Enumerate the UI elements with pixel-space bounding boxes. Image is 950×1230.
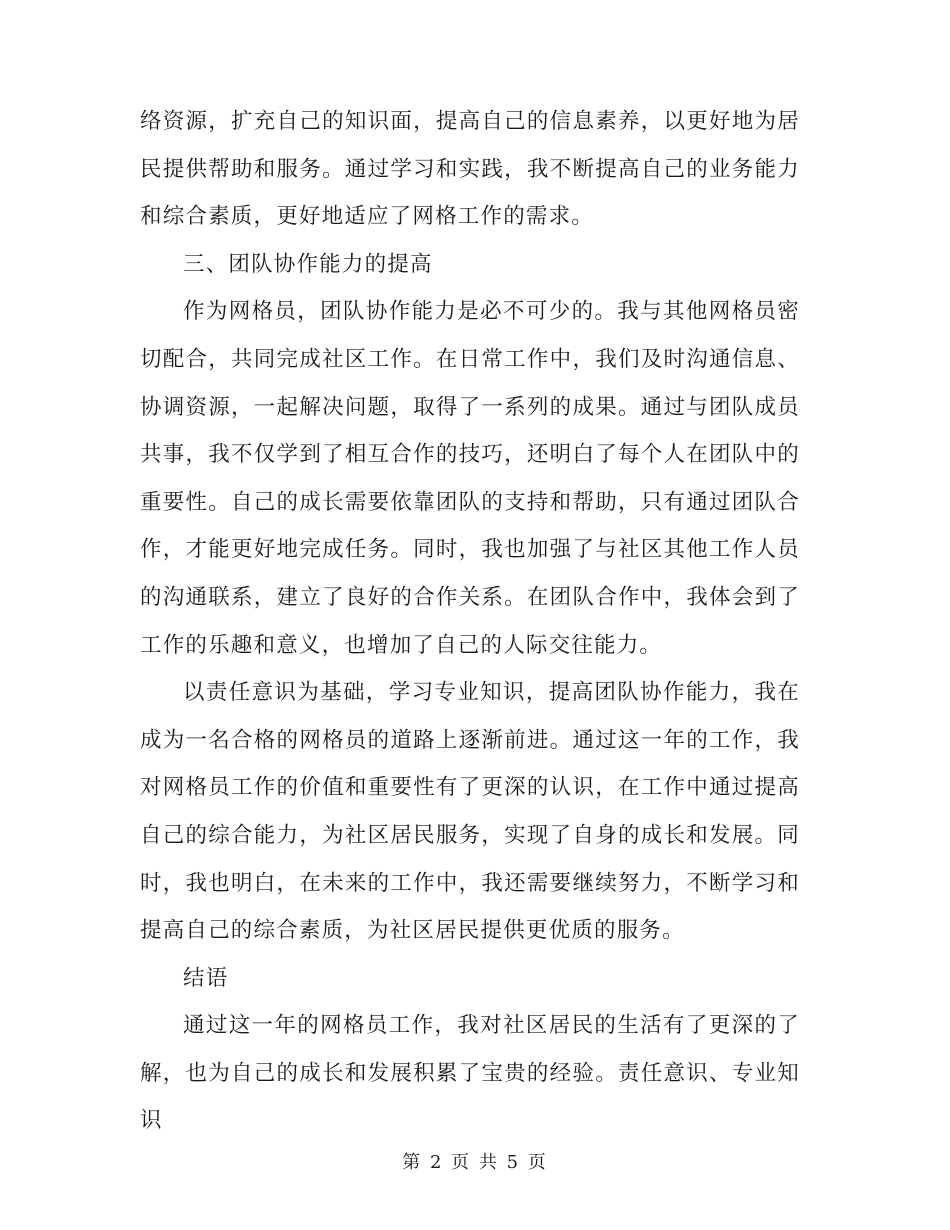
- paragraph-summary: 以责任意识为基础，学习专业知识，提高团队协作能力，我在成为一名合格的网格员的道路上逐渐前进。通过这一年的工作，我对网格员工作的价值和重要性有了更深的认识，在工作中通过提高自己的综合能力，为社区居民服务，实现了自身的成长和发展。同时，我也明白，在未来的工作中，我还需要继续努力，不断学习和提高自己的综合素质，为社区居民提供更优质的服务。: [140, 680, 800, 944]
- page-number-footer: 第 2 页 共 5 页: [402, 1152, 548, 1173]
- paragraph-continuation: 络资源，扩充自己的知识面，提高自己的信息素养，以更好地为居民提供帮助和服务。通过学习和实践，我不断提高自己的业务能力和综合素质，更好地适应了网格工作的需求。: [140, 109, 800, 230]
- section-heading-teamwork: 三、团队协作能力的提高: [183, 251, 433, 277]
- paragraph-teamwork: 作为网格员，团队协作能力是必不可少的。我与其他网格员密切配合，共同完成社区工作。在日常工作中，我们及时沟通信息、协调资源，一起解决问题，取得了一系列的成果。通过与团队成员共事，我不仅学到了相互合作的技巧，还明白了每个人在团队中的重要性。自己的成长需要依靠团队的支持和帮助，只有通过团队合作，才能更好地完成任务。同时，我也加强了与社区其他工作人员的沟通联系，建立了良好的合作关系。在团队合作中，我体会到了工作的乐趣和意义，也增加了自己的人际交往能力。: [140, 299, 800, 658]
- section-heading-conclusion: 结语: [183, 965, 229, 991]
- paragraph-conclusion: 通过这一年的网格员工作，我对社区居民的生活有了更深的了解，也为自己的成长和发展积累了宝贵的经验。责任意识、专业知识: [140, 1013, 800, 1134]
- document-body: [140, 98, 800, 1145]
